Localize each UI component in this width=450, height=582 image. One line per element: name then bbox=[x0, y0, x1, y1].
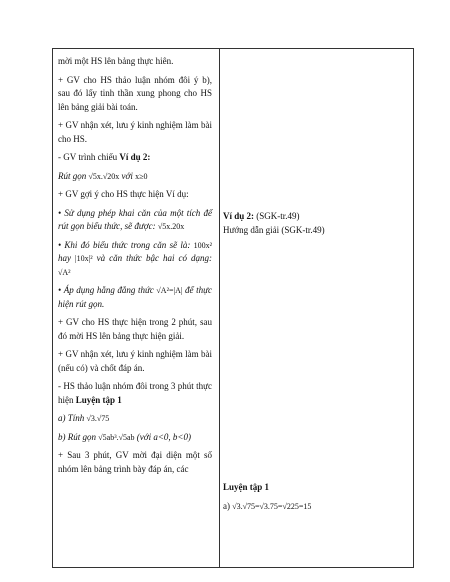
solution-reference: Hướng dẫn giải (SGK-tr.49) bbox=[223, 224, 325, 235]
text-paragraph: + GV nhận xét, lưu ý kinh nghiệm làm bài cho HS. bbox=[58, 120, 212, 144]
practice-item-b: b) Rút gọn √5ab³.√5ab (với a<0, b<0) bbox=[58, 431, 191, 442]
math-expression: √A²=|A| bbox=[156, 286, 183, 295]
text-paragraph: + GV cho HS thực hiện trong 2 phút, sau đó mời HS lên bảng thực hiện giải. bbox=[58, 317, 212, 341]
math-expression: √A² bbox=[58, 267, 71, 277]
math-expression: √3.√75=√3.75=√225=15 bbox=[232, 501, 312, 511]
practice-answer-a: a) √3.√75=√3.75=√225=15 bbox=[223, 500, 312, 511]
text-paragraph: + GV cho HS thảo luận nhóm đôi ý b), sau đó lấy tinh thần xung phong cho HS lên bảng giải bài toán. bbox=[58, 74, 212, 112]
math-expression: √5x.√20x bbox=[88, 171, 120, 181]
hint-bullet: • Áp dụng hằng đẳng thức √A²=|A| để thực hiện rút gọn. bbox=[58, 285, 212, 309]
column-divider bbox=[219, 49, 220, 567]
example-heading: - GV trình chiếu Ví dụ 2: bbox=[58, 152, 151, 162]
text-line: mời một HS lên bảng thực hiên. bbox=[58, 56, 174, 66]
right-example-block bbox=[223, 210, 408, 237]
math-condition: x≥0 bbox=[135, 171, 148, 181]
example-reference: Ví dụ 2: (SGK-tr.49) bbox=[223, 211, 300, 221]
math-expression: √3.√75 bbox=[86, 414, 110, 423]
hint-bullet: • Khi đó biểu thức trong căn sẽ là: 100x² hay |10x|² và căn thức bậc hai có dạng: √A² bbox=[58, 239, 212, 277]
text-paragraph: + GV nhận xét, lưu ý kinh nghiệm làm bài (nếu có) và chốt đáp án. bbox=[58, 349, 212, 373]
example-task: Rút gọn √5x.√20x với x≥0 bbox=[58, 170, 148, 181]
text-paragraph: + GV gợi ý cho HS thực hiện Ví dụ: bbox=[58, 189, 189, 199]
practice-intro: - HS thảo luận nhóm đôi trong 3 phút thực hiện Luyện tập 1 bbox=[58, 381, 212, 405]
left-column bbox=[58, 55, 212, 476]
math-expression: |10x|² bbox=[75, 254, 93, 263]
math-expression: 100x² bbox=[193, 240, 212, 250]
math-expression: √5x.20x bbox=[157, 222, 185, 231]
hint-bullet: • Sử dụng phép khai căn của một tích để rút gọn biểu thức, sẽ được: √5x.20x bbox=[58, 207, 212, 231]
text-paragraph: + Sau 3 phút, GV mời đại diện một số nhóm lên bảng trình bày đáp án, các bbox=[58, 450, 212, 474]
practice-title: Luyện tập 1 bbox=[223, 482, 270, 492]
math-expression: √5ab³.√5ab bbox=[98, 432, 135, 442]
right-practice-block bbox=[223, 481, 408, 513]
lesson-table bbox=[52, 48, 414, 568]
practice-item-a: a) Tính √3.√75 bbox=[58, 413, 110, 423]
